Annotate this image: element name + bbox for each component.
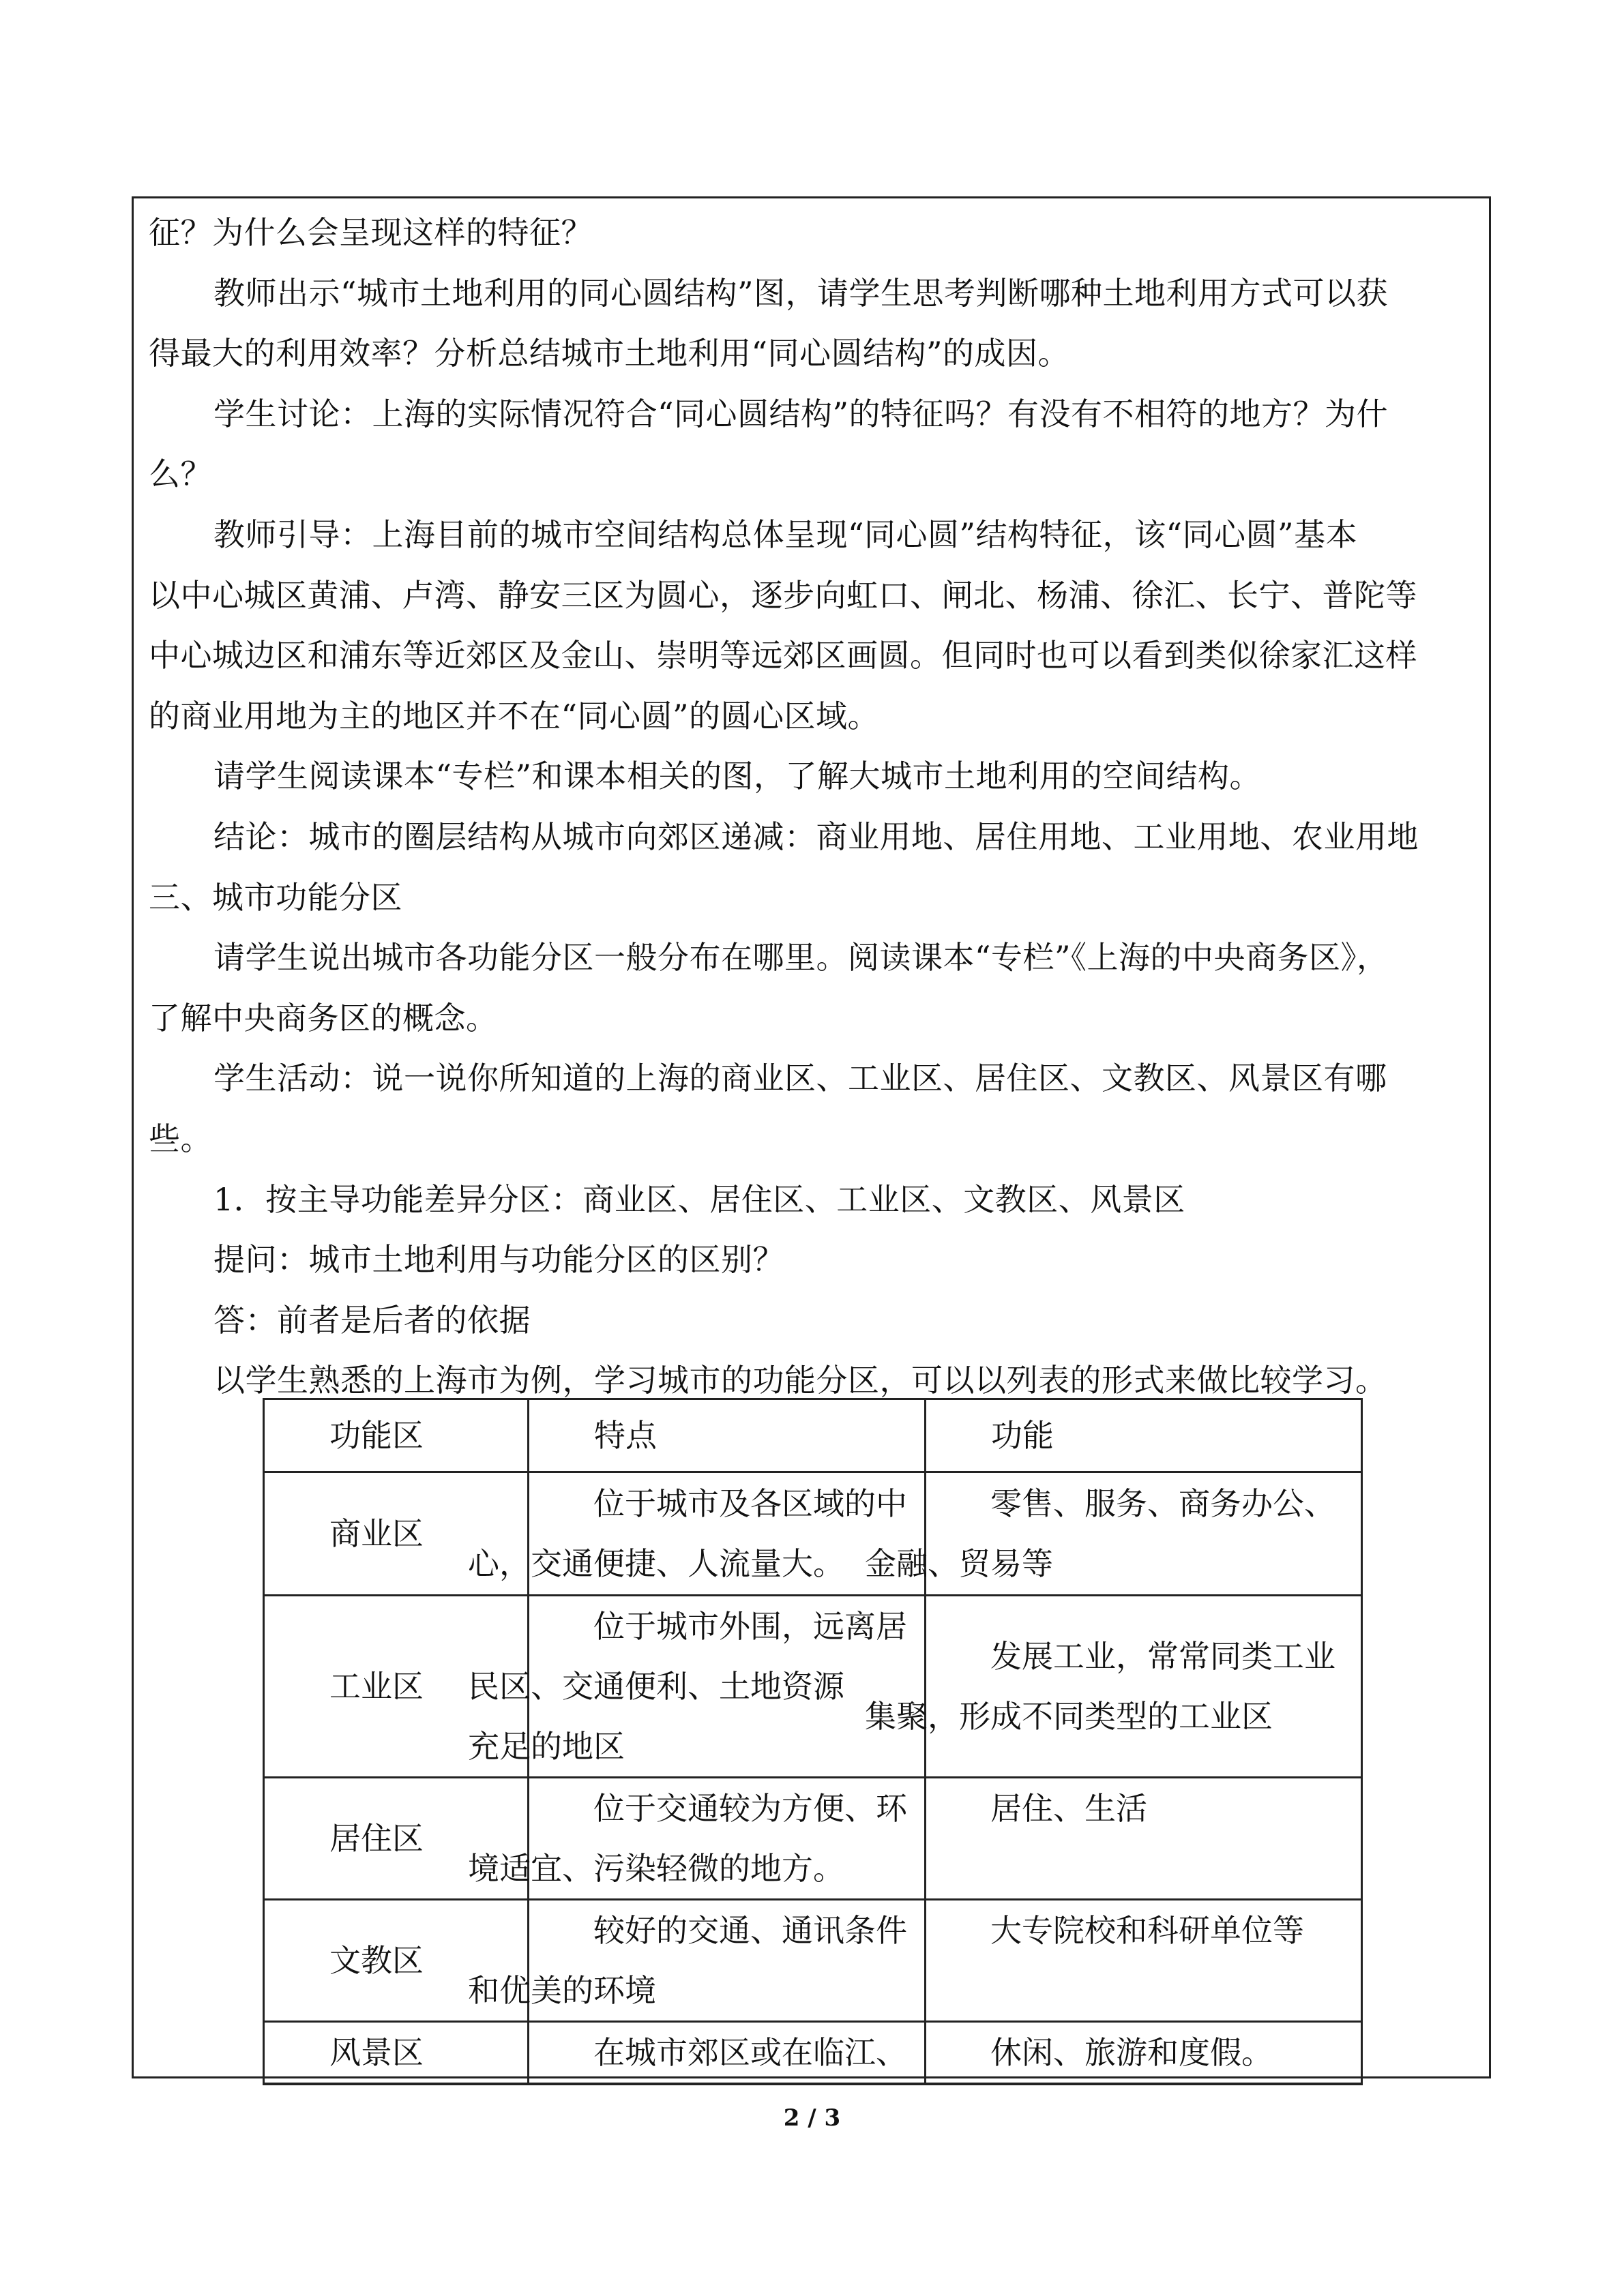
zone-function [926, 2022, 1362, 2085]
paragraph-line: 请学生说出城市各功能分区一般分布在哪里。阅读课本“专栏”《上海的中央商务区》， [213, 939, 1389, 976]
paragraph-line: 得最大的利用效率？分析总结城市土地利用“同心圆结构”的成因。 [149, 335, 1070, 372]
function-line: 发展工业，常常同类工业 [990, 1638, 1335, 1675]
zone-feature [468, 1596, 926, 1778]
feature-line: 和优美的环境 [468, 1972, 656, 2009]
feature-line: 在城市郊区或在临江、 [593, 2034, 907, 2071]
table-row [264, 1778, 1362, 1900]
paragraph-line: 教师引导：上海目前的城市空间结构总体呈现“同心圆”结构特征，该“同心圆”基本 [213, 516, 1358, 553]
feature-line: 位于交通较为方便、环 [593, 1790, 907, 1827]
paragraph-line: 的商业用地为主的地区并不在“同心圆”的圆心区域。 [149, 698, 880, 734]
table-header-row [264, 1399, 1362, 1472]
paragraph-line: 学生讨论：上海的实际情况符合“同心圆结构”的特征吗？有没有不相符的地方？为什 [213, 396, 1389, 432]
function-line: 休闲、旅游和度假。 [990, 2034, 1273, 2071]
paragraph-line: 结论：城市的圈层结构从城市向郊区递减：商业用地、居住用地、工业用地、农业用地 [213, 818, 1419, 855]
zone-function [926, 1778, 1362, 1900]
paragraph-line: 学生活动：说一说你所知道的上海的商业区、工业区、居住区、文教区、风景区有哪 [213, 1060, 1387, 1097]
function-line: 居住、生活 [990, 1790, 1147, 1827]
paragraph-line: 征？为什么会呈现这样的特征？ [149, 214, 593, 251]
paragraph-line: 么？ [149, 456, 212, 492]
table-row [264, 2022, 1362, 2085]
paragraph-line: 以中心城区黄浦、卢湾、静安三区为圆心，逐步向虹口、闸北、杨浦、徐汇、长宁、普陀等 [149, 577, 1417, 614]
feature-line: 充足的地区 [468, 1728, 625, 1765]
paragraph-line: 答：前者是后者的依据 [213, 1302, 531, 1339]
table-row [264, 1472, 1362, 1596]
paragraph-line: 教师出示“城市土地利用的同心圆结构”图，请学生思考判断哪种土地利用方式可以获 [213, 275, 1389, 312]
paragraph-line: 1．按主导功能差异分区：商业区、居住区、工业区、文教区、风景区 [213, 1181, 1185, 1218]
function-line: 集聚，形成不同类型的工业区 [865, 1698, 1273, 1735]
function-line: 金融、贸易等 [865, 1545, 1053, 1582]
table-row [264, 1900, 1362, 2022]
zone-feature [468, 1900, 926, 2022]
paragraph-line: 了解中央商务区的概念。 [149, 1000, 498, 1037]
zone-name: 工业区 [264, 1596, 529, 1778]
zone-feature [529, 2022, 926, 2085]
feature-line: 位于城市外围，远离居 [593, 1608, 907, 1645]
paragraph-line: 提问：城市土地利用与功能分区的区别？ [213, 1241, 784, 1278]
function-line: 大专院校和科研单位等 [990, 1912, 1304, 1949]
zone-name: 文教区 [264, 1900, 529, 2022]
zone-function [865, 1596, 1362, 1778]
zone-name: 居住区 [264, 1778, 529, 1900]
header-cell: 功能 [926, 1399, 1362, 1472]
function-line: 零售、服务、商务办公、 [990, 1485, 1335, 1522]
feature-line: 较好的交通、通讯条件 [593, 1912, 907, 1949]
page-number: 2 / 3 [783, 2104, 841, 2132]
paragraph-line: 中心城边区和浦东等近郊区及金山、崇明等远郊区画圆。但同时也可以看到类似徐家汇这样 [149, 637, 1417, 674]
header-cell: 功能区 [264, 1399, 529, 1472]
feature-line: 境适宜、污染轻微的地方。 [468, 1850, 844, 1887]
feature-line: 心，交通便捷、人流量大。 [468, 1545, 844, 1582]
section-heading: 三、城市功能分区 [149, 879, 402, 916]
paragraph-line: 以学生熟悉的上海市为例，学习城市的功能分区，可以以列表的形式来做比较学习。 [213, 1362, 1387, 1399]
feature-line: 民区、交通便利、土地资源 [468, 1668, 844, 1705]
zone-feature [468, 1778, 926, 1900]
zone-function [926, 1900, 1362, 2022]
paragraph-line: 些。 [149, 1120, 212, 1157]
zone-name: 商业区 [264, 1472, 529, 1596]
feature-line: 位于城市及各区域的中 [593, 1485, 907, 1522]
zone-function [865, 1472, 1362, 1596]
table-row [264, 1596, 1362, 1778]
header-cell: 特点 [529, 1399, 926, 1472]
function-zone-table [263, 1398, 1363, 2085]
paragraph-line: 请学生阅读课本“专栏”和课本相关的图，了解大城市土地利用的空间结构。 [213, 758, 1262, 794]
zone-name: 风景区 [264, 2022, 529, 2085]
